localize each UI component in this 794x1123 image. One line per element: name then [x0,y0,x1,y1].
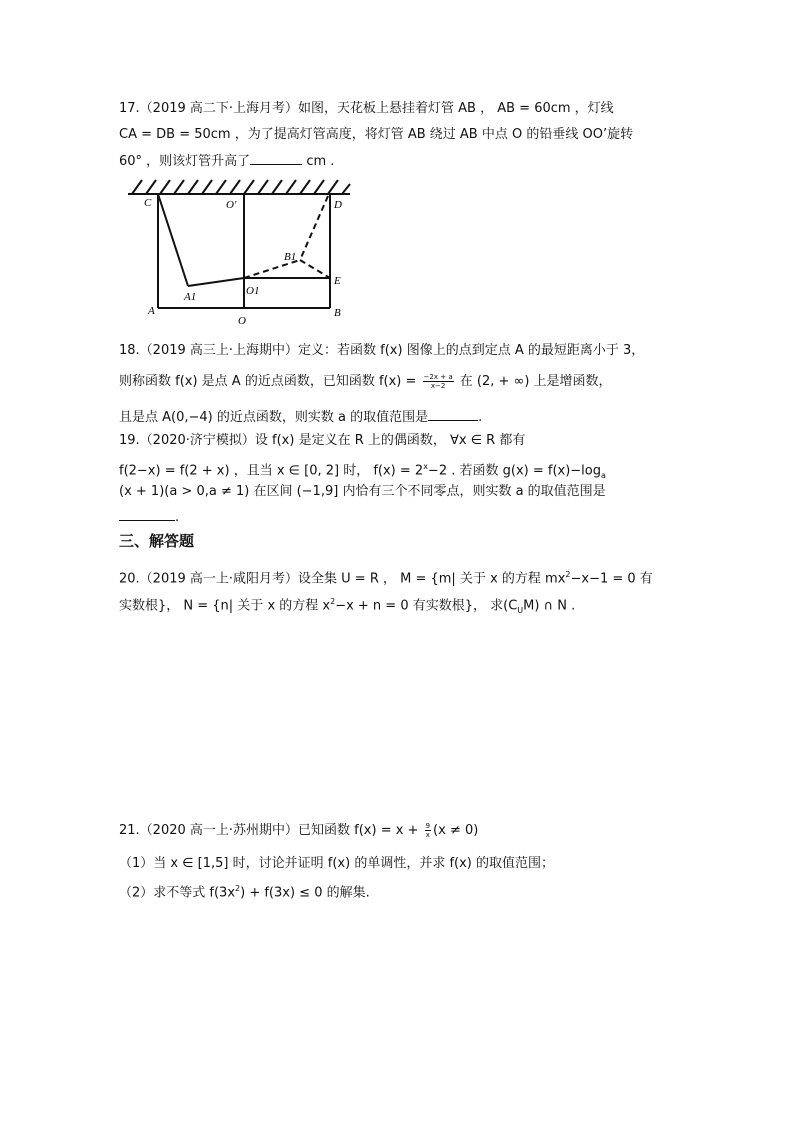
exponent: 2 [235,884,241,893]
q18-line-2-text: 则称函数 f(x) 是点 A 的近点函数，已知函数 f(x) = [119,374,421,389]
q19-line-1: 19.（2020·济宁模拟）设 f(x) 是定义在 R 上的偶函数， ∀x ∈ R 都有 [119,433,526,448]
q19-line-2 [119,458,606,485]
fraction-numerator: −2x + a [423,373,453,381]
q20-line-2-mid: −x + n = 0 有实数根}， 求(C [335,598,518,614]
label-D: D [334,199,342,211]
label-C: C [144,197,152,209]
q18-end: . [478,410,483,425]
q19-line-2-mid: −2 . 若函数 g(x) = f(x)−log [427,463,601,479]
line-CA1 [158,194,188,286]
exponent: x [423,462,428,471]
fraction [425,822,431,839]
label-O1: O1 [246,285,260,297]
q18-line-2 [119,373,612,391]
q20-line-2 [119,593,575,620]
ceiling [128,180,350,194]
log-base: a [601,470,606,480]
q21-part-2-text: （2）求不等式 f(3x [119,885,236,901]
q18-line-3 [119,408,482,427]
q21-part-1: （1）当 x ∈ [1,5] 时，讨论并证明 f(x) 的单调性，并求 f(x) 的取值范围； [119,856,554,871]
q18-line-2-rest: 在 (2, + ∞) 上是增函数， [455,374,612,389]
q17-line-1: 17.（2019 高二下·上海月考）如图，天花板上悬挂着灯管 AB ， AB = 60cm ，灯线 [119,101,614,116]
q18-line-1: 18.（2019 高三上·上海期中）定义：若函数 f(x) 图像上的点到定点 A 的最短距离小于 3， [119,343,645,358]
label-A: A [148,305,155,317]
answer-blank [250,152,302,165]
q21-line-1 [119,822,478,840]
section-heading: 三、解答题 [119,532,195,550]
label-E: E [334,275,341,287]
q20-line-1-rest: −x−1 = 0 有 [570,571,653,587]
complement-subscript: U [517,605,524,615]
q21-line-1-rest: (x ≠ 0) [433,823,479,838]
q17-line-2: CA = DB = 50cm ，为了提高灯管高度，将灯管 AB 绕过 AB 中点 O 的铅垂线 OO’旋转 [119,127,634,142]
line-DB1 [300,196,328,260]
q17-line-3 [119,152,334,171]
q19-line-4 [119,508,179,527]
q21-part-2 [119,880,370,902]
q19-line-2-text: f(2−x) = f(2 + x) ，且当 x ∈ [0, 2] 时， f(x) = 2 [119,463,424,479]
answer-blank [428,408,478,421]
fraction-denominator: x [425,831,430,839]
q19-line-3: (x + 1)(a > 0,a ≠ 1) 在区间 (−1,9] 内恰有三个不同零点，则实数 a 的取值范围是 [119,484,606,499]
exponent: 2 [565,570,571,579]
fraction [423,373,454,390]
line-A1O1 [188,278,244,286]
q20-line-2-end: M) ∩ N . [523,598,576,614]
label-O-prime: O' [226,199,237,211]
label-B1: B1 [284,251,297,263]
exponent: 2 [330,597,336,606]
q20-line-2-text: 实数根}， N = {n| 关于 x 的方程 x [119,598,331,614]
q19-end: . [175,510,180,525]
label-O: O [238,315,246,326]
q20-line-1-text: 20.（2019 高一上·咸阳月考）设全集 U = R ， M = {m| 关于 x 的方程 mx [119,571,566,587]
label-B: B [334,307,341,319]
fraction-denominator: x−2 [430,382,446,390]
q21-line-1-text: 21.（2020 高一上·苏州期中）已知函数 f(x) = x + [119,823,423,838]
line-B1E [300,260,330,278]
label-A1: A1 [184,291,197,303]
q21-part-2-rest: ) + f(3x) ≤ 0 的解集. [240,885,370,901]
answer-blank [119,508,175,521]
lamp-figure [122,176,352,326]
q18-line-3-text: 且是点 A(0,−4) 的近点函数，则实数 a 的取值范围是 [119,410,429,425]
fraction-numerator: 9 [425,822,431,830]
q17-unit: cm . [302,154,335,169]
q17-line-3-text: 60° ，则该灯管升高了 [119,154,251,169]
q20-line-1 [119,566,653,588]
